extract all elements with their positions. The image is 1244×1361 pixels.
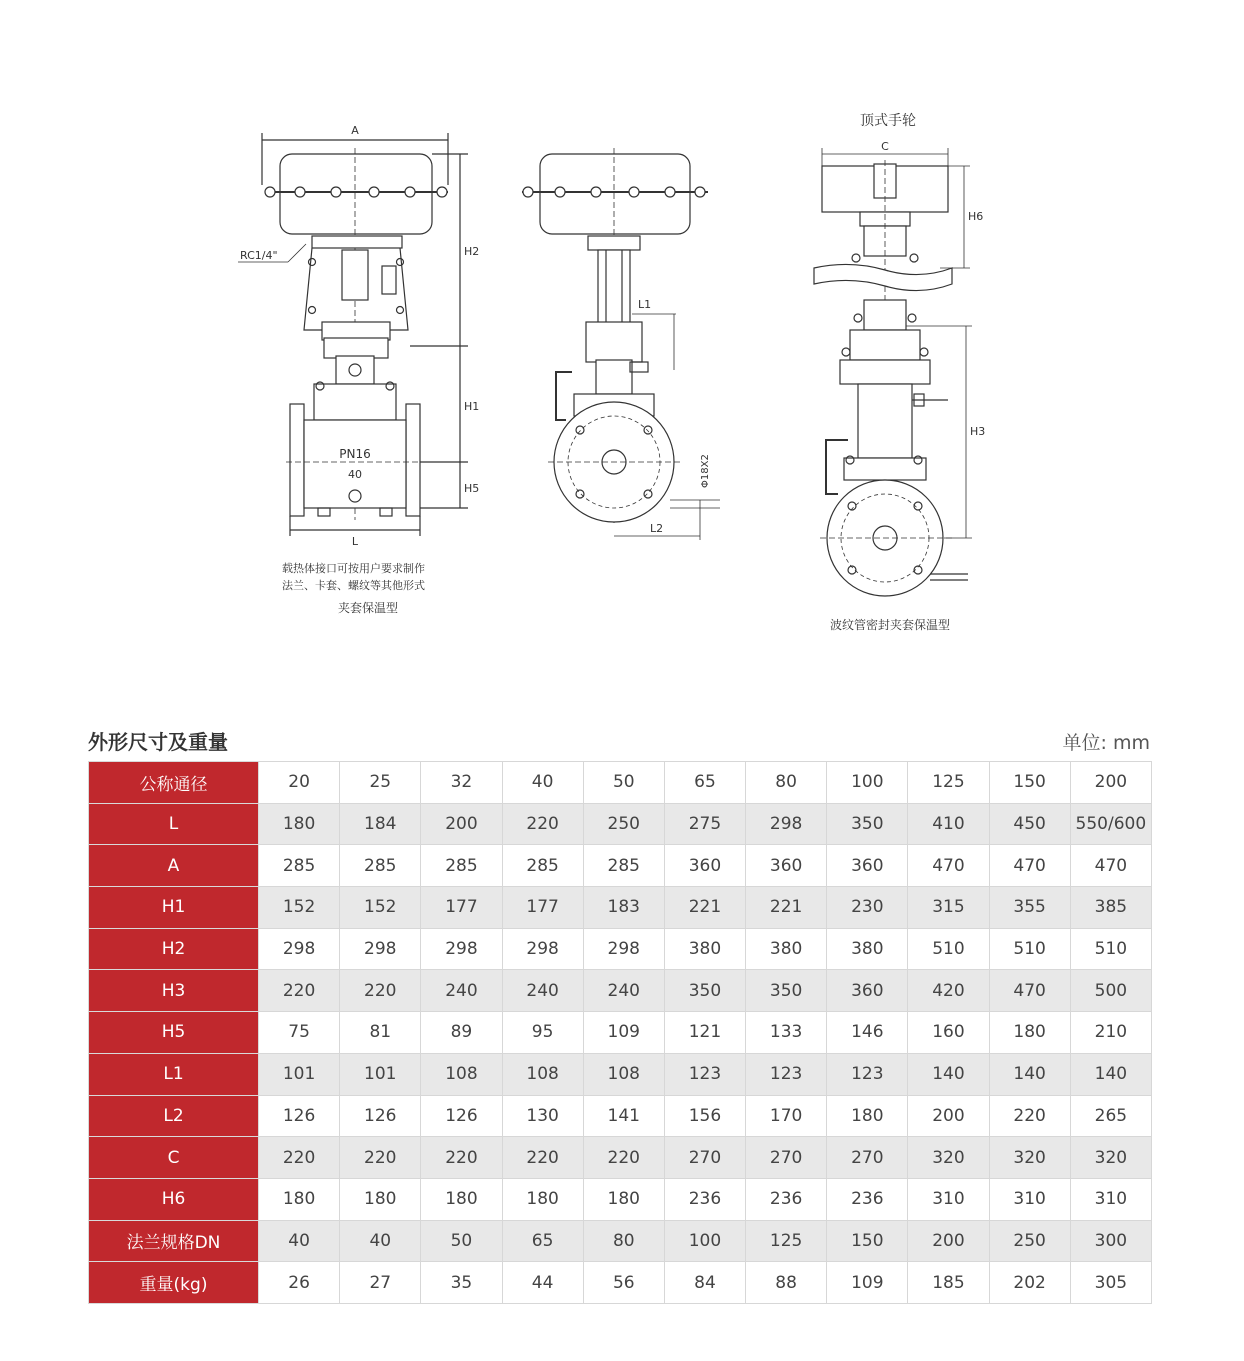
table-cell: 80: [583, 1220, 664, 1262]
table-cell: 510: [908, 928, 989, 970]
table-cell: 89: [421, 1012, 502, 1054]
table-cell: 180: [421, 1178, 502, 1220]
dim-c-label: C: [881, 140, 889, 153]
table-row: [89, 762, 1152, 804]
row-header: L: [89, 803, 259, 845]
table-cell: 310: [989, 1178, 1070, 1220]
row-header: 法兰规格DN: [89, 1220, 259, 1262]
table-cell: 300: [1070, 1220, 1151, 1262]
table-cell: 109: [583, 1012, 664, 1054]
table-cell: 350: [746, 970, 827, 1012]
table-cell: 200: [421, 803, 502, 845]
table-cell: 221: [746, 887, 827, 929]
table-cell: 20: [259, 762, 340, 804]
table-cell: 108: [421, 1053, 502, 1095]
table-cell: 123: [746, 1053, 827, 1095]
table-cell: 140: [1070, 1053, 1151, 1095]
table-cell: 126: [259, 1095, 340, 1137]
table-cell: 108: [502, 1053, 583, 1095]
bolt-hole-label: Φ18X2: [700, 454, 711, 488]
table-cell: 40: [259, 1220, 340, 1262]
table-cell: 177: [502, 887, 583, 929]
table-cell: 270: [746, 1137, 827, 1179]
table-cell: 380: [664, 928, 745, 970]
table-cell: 152: [340, 887, 421, 929]
table-cell: 210: [1070, 1012, 1151, 1054]
dim-h3-label: H3: [970, 425, 986, 438]
table-cell: 109: [827, 1262, 908, 1304]
table-cell: 470: [989, 970, 1070, 1012]
table-cell: 310: [1070, 1178, 1151, 1220]
table-cell: 240: [502, 970, 583, 1012]
table-cell: 126: [340, 1095, 421, 1137]
table-cell: 298: [502, 928, 583, 970]
table-cell: 100: [827, 762, 908, 804]
table-cell: 123: [664, 1053, 745, 1095]
table-cell: 140: [989, 1053, 1070, 1095]
table-cell: 510: [989, 928, 1070, 970]
row-header: H5: [89, 1012, 259, 1054]
table-cell: 140: [908, 1053, 989, 1095]
table-cell: 220: [259, 970, 340, 1012]
table-cell: 221: [664, 887, 745, 929]
table-cell: 285: [259, 845, 340, 887]
table-cell: 125: [746, 1220, 827, 1262]
table-row: [89, 1262, 1152, 1304]
table-cell: 220: [989, 1095, 1070, 1137]
note-line-2: 法兰、卡套、螺纹等其他形式: [282, 579, 425, 592]
table-cell: 285: [583, 845, 664, 887]
table-cell: 350: [664, 970, 745, 1012]
table-cell: 27: [340, 1262, 421, 1304]
handwheel-title: 顶式手轮: [860, 113, 916, 129]
table-cell: 250: [989, 1220, 1070, 1262]
table-cell: 40: [502, 762, 583, 804]
table-cell: 550/600: [1070, 803, 1151, 845]
row-header: L2: [89, 1095, 259, 1137]
table-cell: 150: [989, 762, 1070, 804]
table-row: [89, 845, 1152, 887]
row-header: 公称通径: [89, 762, 259, 804]
table-cell: 298: [421, 928, 502, 970]
dimension-weight-table: [88, 761, 1152, 1304]
row-header: H1: [89, 887, 259, 929]
table-cell: 108: [583, 1053, 664, 1095]
table-cell: 450: [989, 803, 1070, 845]
table-cell: 200: [1070, 762, 1151, 804]
table-cell: 180: [259, 1178, 340, 1220]
table-cell: 360: [827, 970, 908, 1012]
table-cell: 84: [664, 1262, 745, 1304]
table-cell: 130: [502, 1095, 583, 1137]
table-cell: 183: [583, 887, 664, 929]
table-cell: 44: [502, 1262, 583, 1304]
table-cell: 355: [989, 887, 1070, 929]
table-cell: 298: [340, 928, 421, 970]
section-title: 外形尺寸及重量: [88, 730, 228, 754]
table-cell: 230: [827, 887, 908, 929]
row-header: C: [89, 1137, 259, 1179]
table-cell: 220: [502, 1137, 583, 1179]
table-cell: 180: [502, 1178, 583, 1220]
unit-label: 单位: mm: [1062, 732, 1150, 754]
table-cell: 298: [583, 928, 664, 970]
table-cell: 35: [421, 1262, 502, 1304]
table-cell: 470: [989, 845, 1070, 887]
table-cell: 25: [340, 762, 421, 804]
table-cell: 81: [340, 1012, 421, 1054]
table-cell: 360: [827, 845, 908, 887]
figure-front-view: [238, 124, 479, 615]
table-cell: 320: [1070, 1137, 1151, 1179]
table-cell: 80: [746, 762, 827, 804]
table-cell: 202: [989, 1262, 1070, 1304]
table-cell: 285: [502, 845, 583, 887]
table-cell: 298: [746, 803, 827, 845]
table-cell: 220: [502, 803, 583, 845]
table-cell: 240: [421, 970, 502, 1012]
table-row: [89, 1053, 1152, 1095]
table-row: [89, 1012, 1152, 1054]
table-cell: 133: [746, 1012, 827, 1054]
table-cell: 121: [664, 1012, 745, 1054]
table-cell: 101: [340, 1053, 421, 1095]
table-cell: 250: [583, 803, 664, 845]
dim-h1-label: H1: [464, 400, 480, 413]
table-cell: 510: [1070, 928, 1151, 970]
figure-bellows-view: [814, 113, 985, 632]
table-cell: 220: [259, 1137, 340, 1179]
note-line-1: 载热体接口可按用户要求制作: [282, 562, 425, 575]
table-cell: 65: [664, 762, 745, 804]
row-header: H3: [89, 970, 259, 1012]
table-cell: 184: [340, 803, 421, 845]
table-cell: 285: [340, 845, 421, 887]
table-cell: 56: [583, 1262, 664, 1304]
row-header: L1: [89, 1053, 259, 1095]
table-cell: 470: [908, 845, 989, 887]
table-cell: 220: [583, 1137, 664, 1179]
table-cell: 500: [1070, 970, 1151, 1012]
table-cell: 380: [746, 928, 827, 970]
table-cell: 180: [583, 1178, 664, 1220]
table-cell: 180: [827, 1095, 908, 1137]
caption-bellows: 波纹管密封夹套保温型: [829, 618, 951, 632]
table-row: [89, 970, 1152, 1012]
table-cell: 220: [340, 1137, 421, 1179]
table-row: [89, 887, 1152, 929]
table-cell: 380: [827, 928, 908, 970]
dim-l1-label: L1: [638, 298, 652, 311]
row-header: H6: [89, 1178, 259, 1220]
table-cell: 240: [583, 970, 664, 1012]
row-header: H2: [89, 928, 259, 970]
table-cell: 160: [908, 1012, 989, 1054]
table-row: [89, 1220, 1152, 1262]
table-cell: 180: [989, 1012, 1070, 1054]
dn-label: 40: [348, 468, 362, 481]
table-cell: 32: [421, 762, 502, 804]
table-cell: 146: [827, 1012, 908, 1054]
table-cell: 50: [421, 1220, 502, 1262]
dim-l2-label: L2: [650, 522, 664, 535]
table-cell: 180: [259, 803, 340, 845]
table-cell: 125: [908, 762, 989, 804]
table-cell: 177: [421, 887, 502, 929]
table-cell: 65: [502, 1220, 583, 1262]
table-cell: 95: [502, 1012, 583, 1054]
rc-label: RC1/4": [240, 249, 278, 262]
table-cell: 236: [664, 1178, 745, 1220]
table-cell: 360: [746, 845, 827, 887]
table-cell: 320: [908, 1137, 989, 1179]
table-cell: 123: [827, 1053, 908, 1095]
table-cell: 385: [1070, 887, 1151, 929]
table-cell: 310: [908, 1178, 989, 1220]
table-cell: 265: [1070, 1095, 1151, 1137]
dim-l-label: L: [351, 535, 359, 548]
table-cell: 152: [259, 887, 340, 929]
table-cell: 420: [908, 970, 989, 1012]
table-cell: 26: [259, 1262, 340, 1304]
table-cell: 236: [827, 1178, 908, 1220]
table-cell: 180: [340, 1178, 421, 1220]
table-cell: 305: [1070, 1262, 1151, 1304]
table-cell: 88: [746, 1262, 827, 1304]
table-cell: 236: [746, 1178, 827, 1220]
table-cell: 360: [664, 845, 745, 887]
table-cell: 220: [340, 970, 421, 1012]
table-cell: 298: [259, 928, 340, 970]
table-row: [89, 928, 1152, 970]
dim-h6-label: H6: [968, 210, 984, 223]
table-row: [89, 803, 1152, 845]
table-cell: 270: [827, 1137, 908, 1179]
table-cell: 141: [583, 1095, 664, 1137]
table-cell: 200: [908, 1095, 989, 1137]
table-cell: 100: [664, 1220, 745, 1262]
table-cell: 410: [908, 803, 989, 845]
table-cell: 150: [827, 1220, 908, 1262]
table-cell: 170: [746, 1095, 827, 1137]
table-cell: 270: [664, 1137, 745, 1179]
pn-label: PN16: [339, 447, 371, 461]
table-cell: 285: [421, 845, 502, 887]
dim-h2-label: H2: [464, 245, 480, 258]
row-header: A: [89, 845, 259, 887]
table-row: [89, 1137, 1152, 1179]
table-cell: 40: [340, 1220, 421, 1262]
table-cell: 315: [908, 887, 989, 929]
dim-h5-label: H5: [464, 482, 480, 495]
dim-a-label: A: [351, 124, 359, 137]
table-cell: 320: [989, 1137, 1070, 1179]
table-cell: 156: [664, 1095, 745, 1137]
table-cell: 101: [259, 1053, 340, 1095]
table-cell: 470: [1070, 845, 1151, 887]
row-header: 重量(kg): [89, 1262, 259, 1304]
table-cell: 275: [664, 803, 745, 845]
table-row: [89, 1178, 1152, 1220]
table-cell: 220: [421, 1137, 502, 1179]
table-cell: 185: [908, 1262, 989, 1304]
table-cell: 126: [421, 1095, 502, 1137]
table-cell: 50: [583, 762, 664, 804]
table-row: [89, 1095, 1152, 1137]
table-cell: 75: [259, 1012, 340, 1054]
table-cell: 350: [827, 803, 908, 845]
caption-jacketed: 夹套保温型: [337, 601, 399, 615]
valve-drawings: [0, 0, 1244, 660]
figure-side-view: [522, 148, 720, 540]
table-cell: 200: [908, 1220, 989, 1262]
